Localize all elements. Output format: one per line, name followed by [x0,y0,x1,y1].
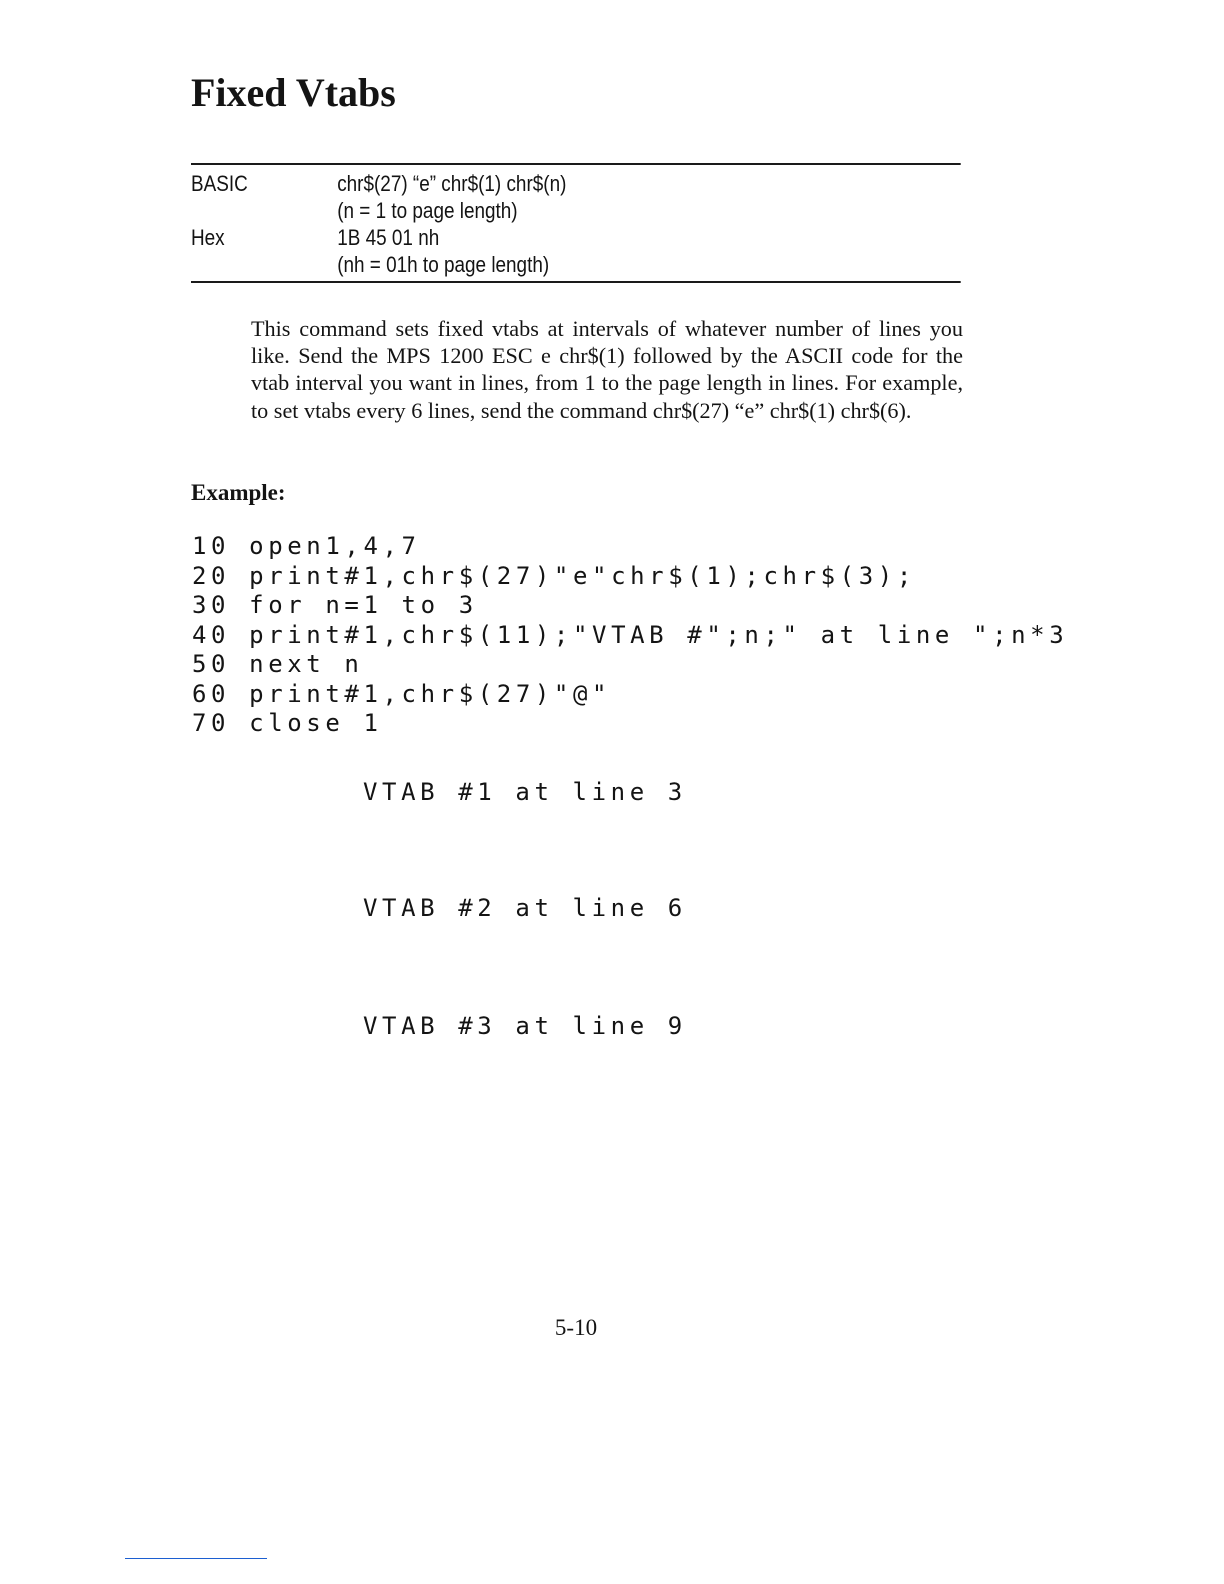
hex-syntax [337,224,549,278]
hex-syntax-line: 1B 45 01 nh [337,225,440,250]
basic-range-line: (n = 1 to page length) [337,198,518,223]
hex-label: Hex [191,225,225,250]
printer-output-line: VTAB #1 at line 3 [363,778,687,806]
command-syntax-table [191,163,961,283]
printer-output-line: VTAB #3 at line 9 [363,1012,687,1040]
scan-edge-rule [125,1558,267,1559]
code-line: 50 next n [192,650,364,678]
example-heading: Example: [191,480,286,505]
code-line: 10 open1,4,7 [192,532,421,560]
hex-range-line: (nh = 01h to page length) [337,252,550,277]
basic-syntax-row [191,170,961,224]
printer-output-line: VTAB #2 at line 6 [363,894,687,922]
description-paragraph: This command sets fixed vtabs at intervals of whatever number of lines you like. Send the MPS 1200 ESC e chr$(1) followed by the ASCII code for the vtab interval you want in lines, from 1 to the page length in lines. For example, to set vtabs every 6 lines, send the command chr$(27) “e” chr$(1) chr$(6). [251,316,963,423]
code-line: 70 close 1 [192,709,383,737]
code-line: 30 for n=1 to 3 [192,591,478,619]
page-title: Fixed Vtabs [191,70,396,115]
code-line: 60 print#1,chr$(27)"@" [192,679,612,708]
basic-syntax-line: chr$(27) “e” chr$(1) chr$(n) [337,171,567,196]
page-number: 5-10 [554,1315,598,1340]
basic-label: BASIC [191,171,248,196]
code-line: 20 print#1,chr$(27)"e"chr$(1);chr$(3); [192,561,916,590]
basic-syntax [337,170,566,224]
code-line: 40 print#1,chr$(11);"VTAB #";n;" at line ";n*3 [192,620,1069,649]
hex-syntax-row [191,224,961,278]
code-listing [192,532,1068,739]
